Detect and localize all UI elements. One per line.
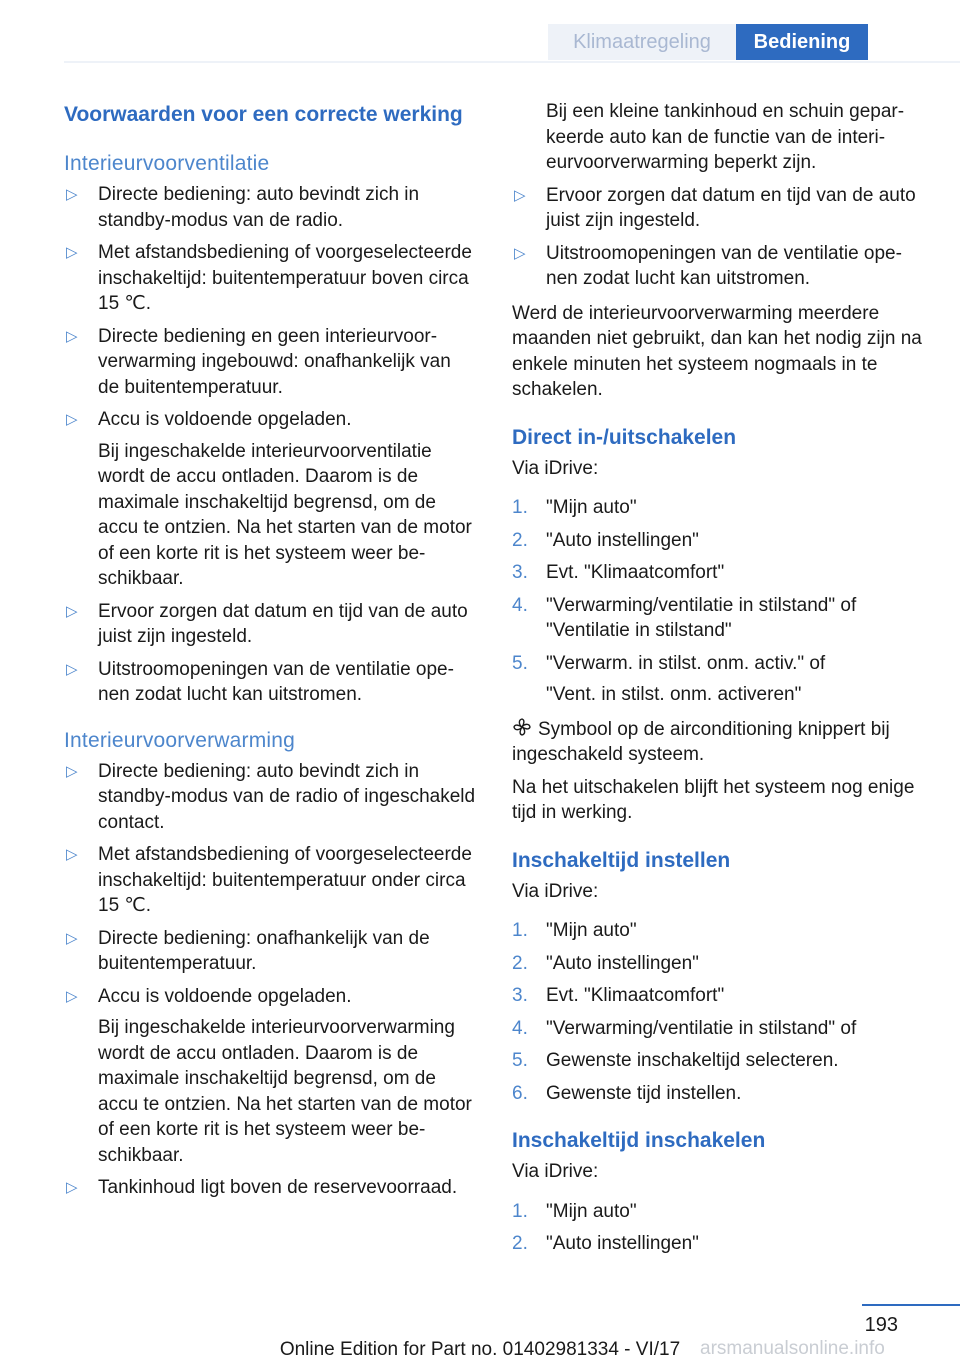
switch-on-steps <box>512 1199 924 1257</box>
list-item: 2. "Auto instellingen" <box>512 952 699 974</box>
triangle-right-icon: ▷ <box>66 1179 78 1196</box>
header-rule <box>64 61 960 63</box>
list-item: 1. "Mijn auto" <box>512 920 637 941</box>
list-item: 2. "Auto instellingen" <box>512 1233 699 1254</box>
list-item: ▷ Directe bediening: onafhankelijk van de buitentemperatuur. <box>66 927 430 974</box>
direct-steps <box>512 495 924 708</box>
intro: Via iDrive: <box>512 1161 599 1182</box>
edition-note: Online Edition for Part no. 01402981334 - VI/17 <box>279 1339 681 1360</box>
list-item: ▷ Ervoor zorgen dat datum en tijd van de auto juist zijn ingesteld. <box>66 600 468 647</box>
verwarming-list <box>64 759 476 1201</box>
list-item: ▷ Uitstroomopeningen van de ventilatie openen zodat lucht kan uitstromen. <box>66 658 454 705</box>
section-heading-verwarming: Interieurvoorverwarming <box>64 728 296 752</box>
triangle-right-icon: ▷ <box>514 186 526 204</box>
after-note: Na het uitschakelen blijft het systeem nog enige tijd in werking. <box>512 776 915 823</box>
heading-direct: Direct in-/uitschakelen <box>512 425 737 449</box>
list-item: ▷ Accu is voldoende opgeladen. Bij ingeschakelde interieurvoorverwarming wordt de accu ontladen. Daarom is de maximale inschakeltijd begrensd, om de accu te ontzien. Na het starten van de motor of een korte rit is het systeem weer beschikbaar. <box>64 984 476 1169</box>
list-item-note: Bij ingeschakelde interieurvoorventilatie wordt de accu ontladen. Daarom is de maximale inschakeltijd begrensd, om de accu te ontzien. Na het starten van de motor of een korte rit is het systeem weer beschikbaar. <box>98 440 472 589</box>
triangle-right-icon: ▷ <box>66 762 78 780</box>
list-item: ▷ Directe bediening: auto bevindt zich in standby-modus van de radio of ingeschakeld contact. <box>66 760 476 833</box>
page-title: Voorwaarden voor een correcte werking <box>64 103 463 126</box>
list-item: ▷ Directe bediening: auto bevindt zich in standby-modus van de radio. <box>66 184 420 231</box>
list-item: ▷ Directe bediening en geen interieurvoorverwarming ingebouwd: onafhankelijk van de buitentemperatuur. <box>66 325 451 398</box>
continuation-note: Bij een kleine tankinhoud en schuin geparkeerde auto kan de functie van de interieurvoorverwarming beperkt zijn. <box>546 101 905 173</box>
left-column <box>64 102 476 1210</box>
list-item: ▷ Met afstandsbediening of voorgeselecteerde inschakeltijd: buitentemperatuur boven circa 15 ℃. <box>66 242 472 314</box>
triangle-right-icon: ▷ <box>66 602 78 620</box>
list-item: 6. Gewenste tijd instellen. <box>512 1082 742 1104</box>
fan-icon <box>512 717 532 737</box>
list-item: ▷ Accu is voldoende opgeladen. Bij ingeschakelde interieurvoorventilatie wordt de accu ontladen. Daarom is de maximale inschakeltijd begrensd, om de accu te ontzien. Na het starten van de motor of een korte rit is het systeem weer beschikbaar. <box>64 407 476 592</box>
list-item: 5. "Verwarm. in stilst. onm. activ." of "Vent. in stilst. onm. activeren" <box>512 651 924 708</box>
list-item: 3. Evt. "Klimaatcomfort" <box>512 562 725 583</box>
list-item-note: Bij ingeschakelde interieurvoorverwarming wordt de accu ontladen. Daarom is de maximale inschakeltijd begrensd, om de accu te ontzien. Na het starten van de motor of een korte rit is het systeem weer beschikbaar. <box>98 1017 472 1166</box>
heading-set-time: Inschakeltijd instellen <box>512 848 731 872</box>
triangle-right-icon: ▷ <box>66 987 78 1005</box>
triangle-right-icon: ▷ <box>66 327 78 345</box>
set-time-steps <box>512 918 924 1106</box>
list-item: 2. "Auto instellingen" <box>512 529 699 551</box>
right-bullets <box>512 183 924 292</box>
list-item: 1. "Mijn auto" <box>512 497 637 518</box>
triangle-right-icon: ▷ <box>66 929 78 947</box>
paragraph: Werd de interieurvoorverwarming meerdere maanden niet gebruikt, dan kan het nodig zijn na enkele minuten het systeem nogmaals in te schakelen. <box>512 302 922 400</box>
list-item: 4. "Verwarming/ventilatie in stilstand" of <box>512 1017 857 1039</box>
list-item: 5. Gewenste inschakeltijd selecteren. <box>512 1050 839 1071</box>
ventilatie-list <box>64 182 476 708</box>
watermark: arsmanualsonline.info <box>700 1338 885 1359</box>
triangle-right-icon: ▷ <box>66 660 78 678</box>
right-column <box>512 99 924 1266</box>
intro: Via iDrive: <box>512 457 599 479</box>
triangle-right-icon: ▷ <box>66 186 78 203</box>
footer-rule <box>862 1304 960 1306</box>
heading-switch-on: Inschakeltijd inschakelen <box>512 1129 766 1152</box>
list-item: ▷ Ervoor zorgen dat datum en tijd van de auto juist zijn ingesteld. <box>514 184 916 231</box>
list-item: 4. "Verwarming/ventilatie in stilstand" of "Ventilatie in stilstand" <box>512 594 857 641</box>
intro: Via iDrive: <box>512 880 599 902</box>
section-heading-ventilatie: Interieurvoorventilatie <box>64 152 270 175</box>
triangle-right-icon: ▷ <box>66 411 78 428</box>
symbol-note: Symbool op de airconditioning knippert bij ingeschakeld systeem. <box>512 718 890 765</box>
list-item-note: "Vent. in stilst. onm. activeren" <box>546 684 802 705</box>
list-item: 1. "Mijn auto" <box>512 1200 637 1222</box>
tab-bediening: Bediening <box>736 24 868 60</box>
page-number: 193 <box>864 1314 898 1336</box>
tab-klimaatregeling: Klimaatregeling <box>548 24 736 60</box>
list-item: ▷ Tankinhoud ligt boven de reservevoorraad. <box>64 1175 476 1201</box>
list-item: 3. Evt. "Klimaatcomfort" <box>512 985 725 1006</box>
list-item: ▷ Met afstandsbediening of voorgeselecteerde inschakeltijd: buitentemperatuur onder circa 15 ℃. <box>66 844 472 916</box>
list-item: ▷ Uitstroomopeningen van de ventilatie openen zodat lucht kan uitstromen. <box>514 242 902 289</box>
triangle-right-icon: ▷ <box>514 244 526 262</box>
triangle-right-icon: ▷ <box>66 846 78 863</box>
triangle-right-icon: ▷ <box>66 244 78 261</box>
